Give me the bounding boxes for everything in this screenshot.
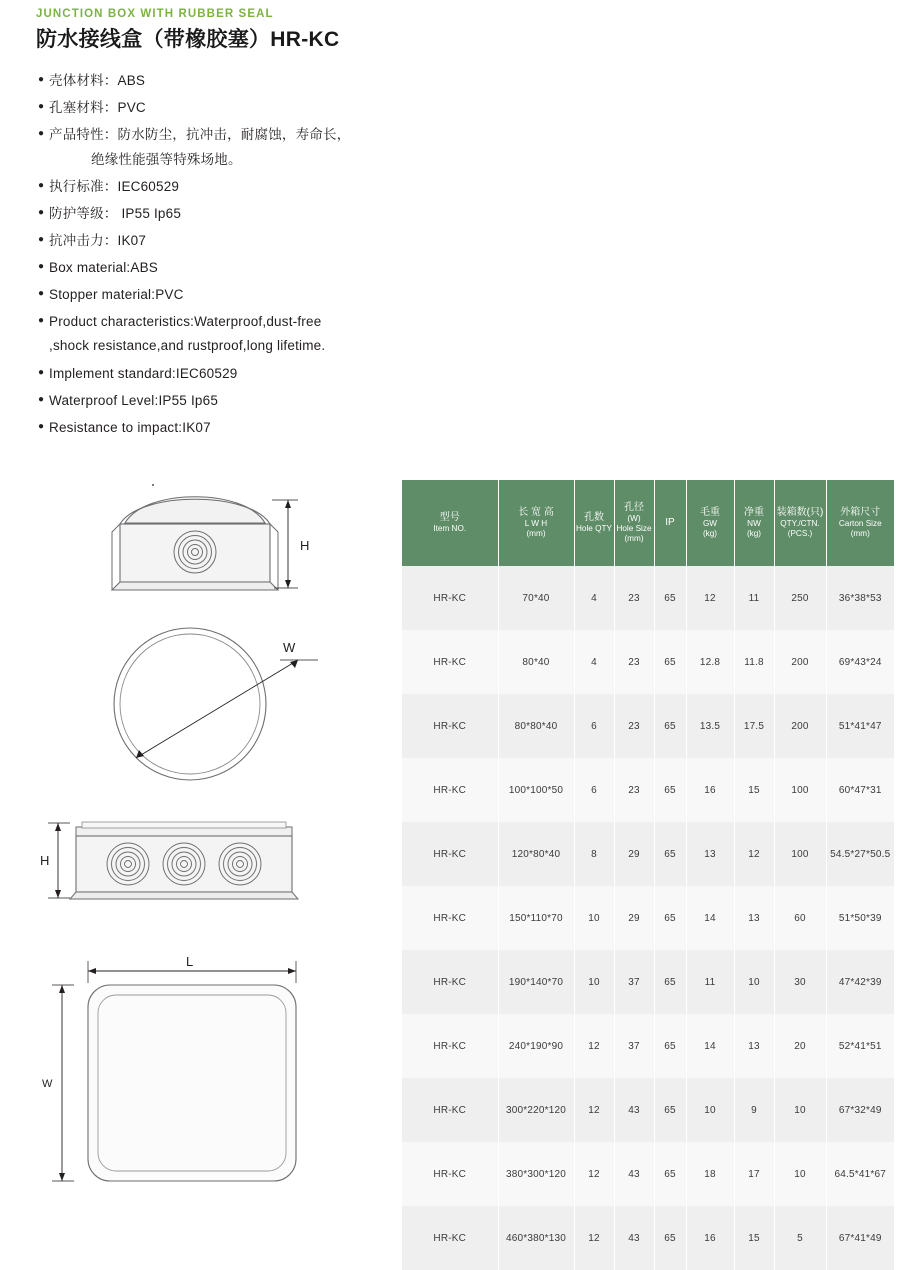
cell-ip: 65 <box>654 950 686 1014</box>
cell-dimensions: 190*140*70 <box>498 950 574 1014</box>
cell-net-weight: 13 <box>734 1014 774 1078</box>
cell-dimensions: 120*80*40 <box>498 822 574 886</box>
cell-carton-size: 47*42*39 <box>826 950 894 1014</box>
bullet-icon: ● <box>38 206 45 218</box>
cell-hole-qty: 12 <box>574 1142 614 1206</box>
cell-hole-qty: 4 <box>574 630 614 694</box>
list-item <box>38 259 458 277</box>
header-unit: (kg) <box>746 529 762 539</box>
cell-qty-per-carton: 10 <box>774 1078 826 1142</box>
cell-hole-size: 29 <box>614 822 654 886</box>
bullet-icon: ● <box>38 260 45 272</box>
cell-gross-weight: 11 <box>686 950 734 1014</box>
header-cn: 装箱数(只) <box>776 506 824 518</box>
cell-hole-qty: 6 <box>574 694 614 758</box>
list-item-label: Box material:ABS <box>49 259 158 275</box>
table-row <box>402 630 894 694</box>
cell-model: HR-KC <box>402 886 498 950</box>
cell-carton-size: 36*38*53 <box>826 566 894 630</box>
cell-hole-size: 23 <box>614 566 654 630</box>
specification-table <box>402 480 894 1270</box>
table-row <box>402 822 894 886</box>
cell-model: HR-KC <box>402 758 498 822</box>
cell-ip: 65 <box>654 758 686 822</box>
bullet-icon: ● <box>38 128 45 140</box>
cell-qty-per-carton: 20 <box>774 1014 826 1078</box>
list-item-continuation <box>38 151 458 169</box>
cell-ip: 65 <box>654 1206 686 1270</box>
table-header-hole-size <box>614 480 654 566</box>
cell-hole-qty: 12 <box>574 1206 614 1270</box>
cell-hole-size: 23 <box>614 694 654 758</box>
cell-carton-size: 60*47*31 <box>826 758 894 822</box>
cell-dimensions: 150*110*70 <box>498 886 574 950</box>
bullet-icon: ● <box>38 366 45 378</box>
cell-model: HR-KC <box>402 566 498 630</box>
cell-gross-weight: 16 <box>686 1206 734 1270</box>
cell-dimensions: 70*40 <box>498 566 574 630</box>
cell-hole-size: 37 <box>614 950 654 1014</box>
list-item-label: 壳体材料：ABS <box>49 73 146 88</box>
cell-carton-size: 51*41*47 <box>826 694 894 758</box>
cell-carton-size: 51*50*39 <box>826 886 894 950</box>
cell-net-weight: 12 <box>734 822 774 886</box>
cell-model: HR-KC <box>402 1142 498 1206</box>
header-cn: 型号 <box>439 511 460 523</box>
cell-gross-weight: 13.5 <box>686 694 734 758</box>
cell-ip: 65 <box>654 822 686 886</box>
cell-ip: 65 <box>654 630 686 694</box>
table-body <box>402 566 894 1270</box>
drawing-side-view <box>40 809 340 929</box>
cell-dimensions: 300*220*120 <box>498 1078 574 1142</box>
list-item <box>38 72 458 90</box>
cell-model: HR-KC <box>402 822 498 886</box>
dim-label-w-top: W <box>283 640 296 655</box>
specification-table-wrapper <box>402 480 894 1270</box>
cell-carton-size: 67*41*49 <box>826 1206 894 1270</box>
table-header-carton-size <box>826 480 894 566</box>
cell-carton-size: 54.5*27*50.5 <box>826 822 894 886</box>
cell-hole-size: 43 <box>614 1206 654 1270</box>
cell-qty-per-carton: 200 <box>774 694 826 758</box>
bullet-icon: ● <box>38 314 45 326</box>
bullet-icon: ● <box>38 287 45 299</box>
cell-ip: 65 <box>654 566 686 630</box>
header-cn: 孔数 <box>584 511 604 523</box>
cell-hole-size: 37 <box>614 1014 654 1078</box>
cell-net-weight: 9 <box>734 1078 774 1142</box>
table-row <box>402 566 894 630</box>
cell-carton-size: 52*41*51 <box>826 1014 894 1078</box>
table-row <box>402 950 894 1014</box>
header-unit: (kg) <box>702 529 718 539</box>
table-row <box>402 694 894 758</box>
list-item-continuation <box>38 337 458 355</box>
cell-net-weight: 15 <box>734 1206 774 1270</box>
header-eyebrow: JUNCTION BOX WITH RUBBER SEAL <box>36 8 274 20</box>
cell-net-weight: 10 <box>734 950 774 1014</box>
cell-qty-per-carton: 10 <box>774 1142 826 1206</box>
list-item <box>38 419 458 437</box>
list-item-label: Resistance to impact:IK07 <box>49 419 211 435</box>
cell-hole-size: 23 <box>614 630 654 694</box>
list-item-label: 产品特性：防水防尘，抗冲击，耐腐蚀，寿命长， <box>49 127 351 143</box>
cell-hole-qty: 12 <box>574 1014 614 1078</box>
cell-qty-per-carton: 250 <box>774 566 826 630</box>
header-en: L W H <box>524 519 548 529</box>
list-item-label: Implement standard:IEC60529 <box>49 365 238 381</box>
cell-gross-weight: 12.8 <box>686 630 734 694</box>
cell-hole-qty: 6 <box>574 758 614 822</box>
cell-qty-per-carton: 30 <box>774 950 826 1014</box>
bullet-icon: ● <box>38 74 45 85</box>
cell-hole-size: 29 <box>614 886 654 950</box>
cell-qty-per-carton: 200 <box>774 630 826 694</box>
cell-gross-weight: 10 <box>686 1078 734 1142</box>
drawing-plan-view <box>40 953 340 1193</box>
list-item <box>38 232 458 250</box>
cell-gross-weight: 12 <box>686 566 734 630</box>
list-item-label: 抗冲击力：IK07 <box>49 232 147 248</box>
page-header <box>36 8 576 53</box>
header-en: QTY./CTN. <box>780 519 820 529</box>
cell-net-weight: 17.5 <box>734 694 774 758</box>
list-item-label: Stopper material:PVC <box>49 286 184 302</box>
header-en: Hole QTY <box>576 524 612 534</box>
cell-carton-size: 64.5*41*67 <box>826 1142 894 1206</box>
cell-net-weight: 11 <box>734 566 774 630</box>
header-cn: 外箱尺寸 <box>840 506 881 518</box>
cell-model: HR-KC <box>402 1206 498 1270</box>
list-item-label: Product characteristics:Waterproof,dust-free <box>49 313 322 329</box>
list-item-label: Waterproof Level:IP55 Ip65 <box>49 392 219 408</box>
cell-gross-weight: 13 <box>686 822 734 886</box>
cell-model: HR-KC <box>402 1014 498 1078</box>
list-item <box>38 205 458 223</box>
cell-net-weight: 13 <box>734 886 774 950</box>
cell-hole-size: 23 <box>614 758 654 822</box>
cell-net-weight: 11.8 <box>734 630 774 694</box>
cell-ip: 65 <box>654 886 686 950</box>
header-unit: (PCS.) <box>787 529 813 539</box>
cell-hole-qty: 10 <box>574 886 614 950</box>
cell-ip: 65 <box>654 1014 686 1078</box>
specification-list <box>38 72 458 446</box>
table-header-row <box>402 480 894 566</box>
table-row <box>402 1078 894 1142</box>
cell-hole-qty: 10 <box>574 950 614 1014</box>
cell-gross-weight: 18 <box>686 1142 734 1206</box>
bullet-icon: ● <box>38 420 45 432</box>
cell-hole-qty: 8 <box>574 822 614 886</box>
table-row <box>402 1206 894 1270</box>
bullet-icon: ● <box>38 101 45 113</box>
header-cn: IP <box>665 516 675 528</box>
cell-dimensions: 460*380*130 <box>498 1206 574 1270</box>
cell-hole-qty: 4 <box>574 566 614 630</box>
table-row <box>402 1014 894 1078</box>
table-header-dimensions <box>498 480 574 566</box>
cell-hole-qty: 12 <box>574 1078 614 1142</box>
list-item <box>38 126 458 144</box>
bullet-icon: ● <box>38 233 45 245</box>
cell-dimensions: 80*40 <box>498 630 574 694</box>
cell-model: HR-KC <box>402 630 498 694</box>
table-header-ip <box>654 480 686 566</box>
cell-qty-per-carton: 100 <box>774 758 826 822</box>
dim-label-h-front: H <box>300 538 310 553</box>
list-item-label: 绝缘性能强等特殊场地。 <box>91 151 242 167</box>
header-unit: (mm) <box>526 529 546 539</box>
cell-model: HR-KC <box>402 950 498 1014</box>
table-header-qty-per-carton <box>774 480 826 566</box>
bullet-icon: ● <box>38 393 45 405</box>
cell-gross-weight: 16 <box>686 758 734 822</box>
list-item <box>38 365 458 383</box>
cell-hole-size: 43 <box>614 1142 654 1206</box>
table-header-hole-qty <box>574 480 614 566</box>
cell-ip: 65 <box>654 694 686 758</box>
bullet-icon: ● <box>38 179 45 191</box>
header-en2: Hole Size <box>616 524 652 534</box>
cell-qty-per-carton: 60 <box>774 886 826 950</box>
header-cn: 孔径 <box>624 501 644 513</box>
list-item-label: 执行标准：IEC60529 <box>49 178 180 194</box>
cell-model: HR-KC <box>402 1078 498 1142</box>
drawing-top-view <box>40 622 340 787</box>
page-title: 防水接线盒（带橡胶塞）HR-KC <box>36 28 340 51</box>
cell-carton-size: 69*43*24 <box>826 630 894 694</box>
dim-label-h-side: H <box>40 853 50 868</box>
table-row <box>402 886 894 950</box>
header-cn: 长 宽 高 <box>518 506 554 518</box>
header-en: Item NO. <box>433 524 467 534</box>
cell-qty-per-carton: 100 <box>774 822 826 886</box>
table-header-net-weight <box>734 480 774 566</box>
cell-dimensions: 240*190*90 <box>498 1014 574 1078</box>
list-item <box>38 286 458 304</box>
cell-ip: 65 <box>654 1078 686 1142</box>
header-en: NW <box>747 519 761 529</box>
cell-gross-weight: 14 <box>686 886 734 950</box>
dim-label-l-plan: L <box>186 954 194 969</box>
cell-net-weight: 17 <box>734 1142 774 1206</box>
product-drawings <box>40 478 380 1198</box>
list-item-label: ,shock resistance,and rustproof,long lifetime. <box>49 338 326 354</box>
table-row <box>402 758 894 822</box>
header-en: GW <box>702 519 718 529</box>
cell-carton-size: 67*32*49 <box>826 1078 894 1142</box>
header-cn: 毛重 <box>700 506 720 518</box>
table-header-model <box>402 480 498 566</box>
list-item-label: 孔塞材料：PVC <box>49 100 146 116</box>
list-item <box>38 99 458 117</box>
cell-dimensions: 380*300*120 <box>498 1142 574 1206</box>
header-unit: (mm) <box>850 529 870 539</box>
header-en: Carton Size <box>838 519 882 529</box>
list-item <box>38 178 458 196</box>
table-header-gross-weight <box>686 480 734 566</box>
cell-qty-per-carton: 5 <box>774 1206 826 1270</box>
header-en: (W) <box>627 514 641 524</box>
list-item-label: 防护等级： IP55 Ip65 <box>49 205 182 221</box>
drawing-front-view <box>40 478 340 618</box>
header-unit: (mm) <box>624 534 644 544</box>
header-cn: 净重 <box>744 506 764 518</box>
table-row <box>402 1142 894 1206</box>
cell-dimensions: 100*100*50 <box>498 758 574 822</box>
dim-label-w-plan: W <box>42 1078 53 1090</box>
cell-hole-size: 43 <box>614 1078 654 1142</box>
list-item <box>38 392 458 410</box>
list-item <box>38 313 458 331</box>
cell-ip: 65 <box>654 1142 686 1206</box>
cell-model: HR-KC <box>402 694 498 758</box>
cell-gross-weight: 14 <box>686 1014 734 1078</box>
cell-dimensions: 80*80*40 <box>498 694 574 758</box>
cell-net-weight: 15 <box>734 758 774 822</box>
